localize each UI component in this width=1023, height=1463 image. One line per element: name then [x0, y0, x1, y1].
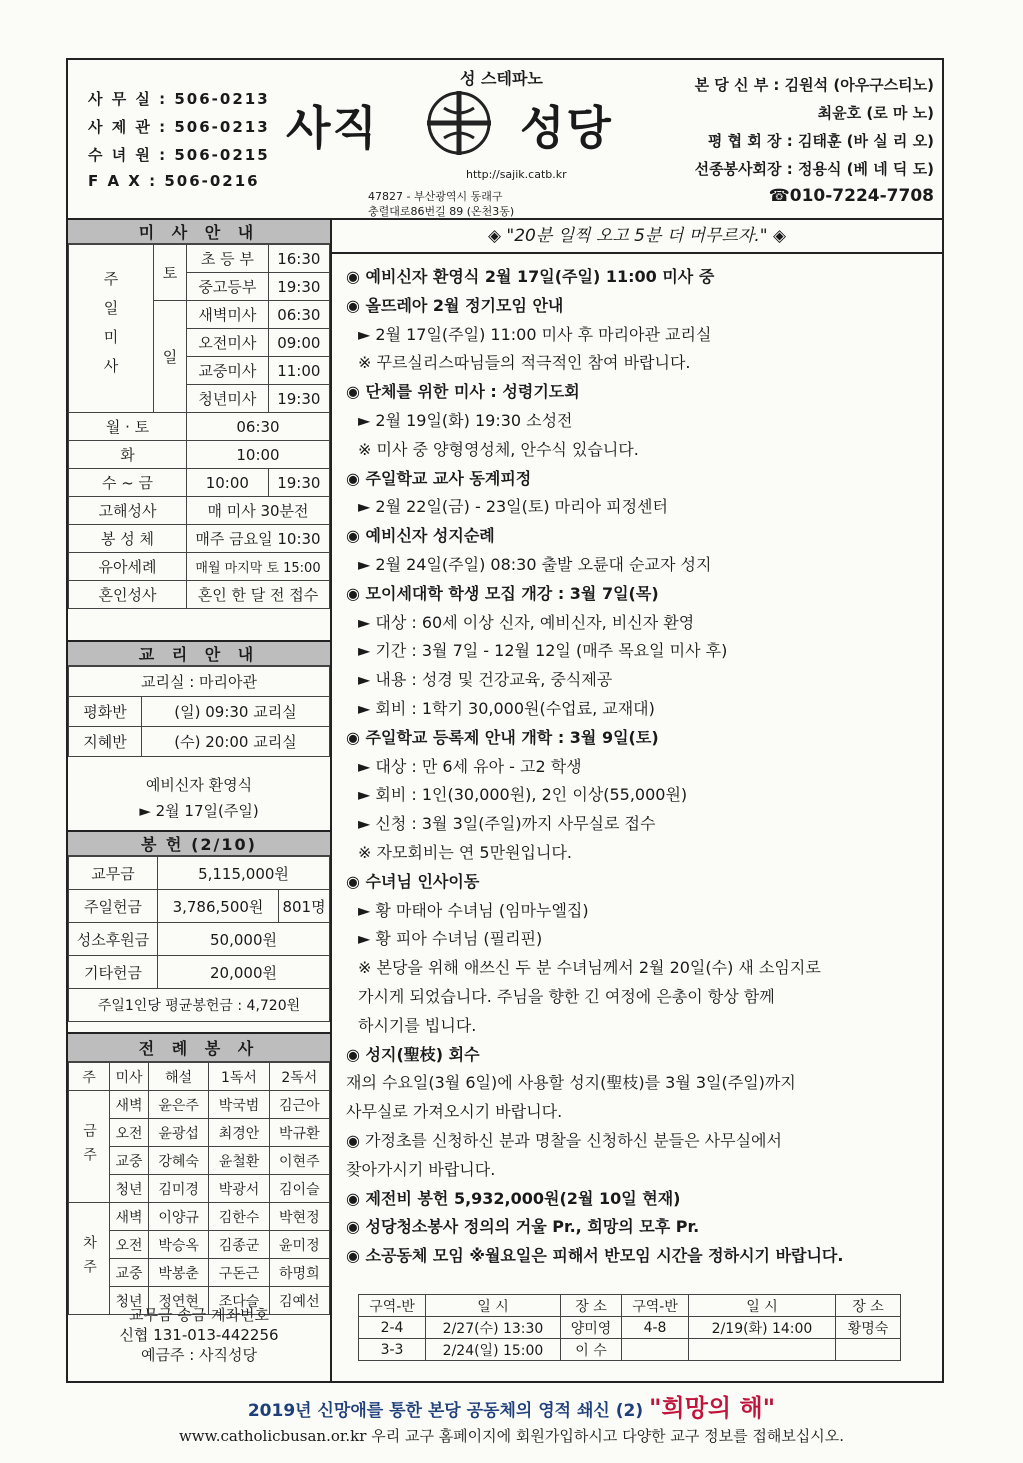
class-name: 지혜반: [69, 727, 142, 757]
liturgy-cell: 박현정: [269, 1203, 329, 1231]
parish-name-left: 사직: [286, 101, 379, 155]
saturday-label: 토: [154, 245, 187, 301]
liturgy-header: 2독서: [269, 1063, 329, 1091]
account-title: 교무금 송금 계좌번호: [129, 1306, 269, 1324]
notice-line: ► 기간 : 3월 7일 - 12월 12일 (매주 목요일 미사 후): [358, 641, 728, 661]
mass-time: 16:30: [268, 245, 329, 273]
notice-line: 가시게 되었습니다. 주님을 향한 긴 여정에 은총이 항상 함께: [358, 987, 775, 1006]
liturgy-cell: 이양규: [149, 1203, 209, 1231]
liturgy-cell: 교중: [110, 1259, 149, 1287]
footer-hope: "희망의 해": [649, 1394, 776, 1422]
staff-council: 평 협 회 장 : 김태훈 (바 실 리 오): [707, 132, 934, 150]
liturgy-cell: 구돈근: [209, 1259, 269, 1287]
group-header: 장 소: [836, 1295, 901, 1317]
liturgy-cell: 청년: [110, 1287, 149, 1315]
liturgy-cell: 윤미정: [269, 1231, 329, 1259]
footer-motto-text: 2019년 신망애를 통한 본당 공동체의 영적 쇄신 (2): [247, 1401, 644, 1421]
notice-line: ► 황 마태아 수녀님 (임마누엘집): [358, 900, 589, 920]
contact-fax: F A X : 506-0216: [88, 172, 260, 190]
contact-rectory: 사 제 관 : 506-0213: [88, 118, 270, 136]
notice-line: 하시기를 빕니다.: [358, 1015, 477, 1035]
liturgy-cell: 박광서: [209, 1175, 269, 1203]
notice-heading: ◉ 성당청소봉사 정의의 거울 Pr., 희망의 모후 Pr.: [346, 1217, 700, 1237]
group-header: 구역-반: [622, 1295, 689, 1317]
sunday-label: 일: [154, 301, 187, 413]
notice-line: ► 신청 : 3월 3일(주일)까지 사무실로 접수: [358, 814, 656, 834]
mass-name: 오전미사: [187, 329, 269, 357]
offering-average: 주일1인당 평균봉헌금 : 4,720원: [69, 989, 330, 1022]
weekday-time: 06:30: [187, 413, 330, 441]
group-cell: 4-8: [622, 1317, 689, 1339]
notice-line: ► 2월 19일(화) 19:30 소성전: [358, 411, 573, 430]
mass-title: 미 사 안 내: [68, 218, 330, 244]
liturgy-cell: 하명희: [269, 1259, 329, 1287]
liturgy-cell: 정연현: [149, 1287, 209, 1315]
notice-heading: ◉ 제전비 봉헌 5,932,000원(2월 10일 현재): [346, 1188, 681, 1208]
doctrine-title: 교 리 안 내: [68, 640, 330, 666]
liturgy-cell: 박국범: [209, 1091, 269, 1119]
liturgy-cell: 강혜숙: [149, 1147, 209, 1175]
notice-line: ※ 미사 중 양형영성체, 안수식 있습니다.: [358, 439, 639, 459]
liturgy-cell: 김종군: [209, 1231, 269, 1259]
mass-time: 19:30: [268, 385, 329, 413]
liturgy-cell: 윤광섭: [149, 1119, 209, 1147]
notice-line: ► 회비 : 1인(30,000원), 2인 이상(55,000원): [358, 785, 688, 805]
notice-line: 찾아가시기 바랍니다.: [346, 1159, 496, 1179]
cross-logo-icon: [424, 88, 494, 162]
sunday-mass-label: 주일미사: [69, 245, 154, 413]
liturgy-cell: 오전: [110, 1231, 149, 1259]
liturgy-cell: 김예선: [269, 1287, 329, 1315]
liturgy-cell: 김미경: [149, 1175, 209, 1203]
staff-pastor: 본 당 신 부 : 김원석 (아우구스티노): [694, 76, 934, 94]
offering-name: 기타헌금: [69, 956, 158, 989]
notice-heading: ◉ 주일학교 교사 동계피정: [346, 468, 532, 488]
group-cell: 2-4: [359, 1317, 426, 1339]
sacrament-label: 유아세례: [69, 553, 187, 581]
liturgy-header: 1독서: [209, 1063, 269, 1091]
liturgy-cell: 조다슬: [209, 1287, 269, 1315]
weekday-label: 월 · 토: [69, 413, 187, 441]
mass-name: 교중미사: [187, 357, 269, 385]
notice-heading: ◉ 예비신자 환영식 2월 17일(주일) 11:00 미사 중: [346, 267, 715, 286]
offering-value: 20,000원: [158, 956, 330, 989]
liturgy-header: 해설: [149, 1063, 209, 1091]
group-cell: 2/19(화) 14:00: [689, 1317, 836, 1339]
sacrament-value: 혼인 한 달 전 접수: [187, 581, 330, 609]
offering-name: 교무금: [69, 857, 158, 890]
notice-heading: ◉ 단체를 위한 미사 : 성령기도회: [346, 382, 580, 402]
notice-line: ► 대상 : 만 6세 유아 - 고2 학생: [358, 756, 582, 776]
address-line-2: 충렬대로86번길 89 (온천3동): [368, 205, 515, 218]
account-holder: 예금주 : 사직성당: [140, 1346, 258, 1364]
group-cell: 이 수: [561, 1339, 622, 1361]
notice-heading: ◉ 주일학교 등록제 안내 개학 : 3월 9일(토): [346, 727, 659, 747]
staff-assistant: 최윤호 (로 마 노): [817, 104, 934, 122]
motto-banner: ◈ "20분 일찍 오고 5분 더 머무르자." ◈: [332, 220, 942, 254]
liturgy-cell: 교중: [110, 1147, 149, 1175]
notice-heading: ◉ 수녀님 인사이동: [346, 871, 480, 891]
liturgy-cell: 청년: [110, 1175, 149, 1203]
parish-patron: 성 스테파노: [460, 69, 543, 88]
notice-line: ► 황 피아 수녀님 (필리핀): [358, 929, 543, 949]
mass-table: [68, 244, 330, 609]
group-header: 구역-반: [359, 1295, 426, 1317]
liturgy-cell: 윤철환: [209, 1147, 269, 1175]
liturgy-cell: 오전: [110, 1119, 149, 1147]
group-cell: 황명숙: [836, 1317, 901, 1339]
weekday-label: 수 ~ 금: [69, 469, 187, 497]
group-cell: 3-3: [359, 1339, 426, 1361]
contact-office: 사 무 실 : 506-0213: [88, 90, 270, 108]
account-number: 신협 131-013-442256: [119, 1326, 279, 1344]
offering-table: [68, 856, 330, 1022]
liturgy-table: [68, 1062, 330, 1315]
next-week-label: 차주: [69, 1203, 110, 1315]
group-cell: 2/24(일) 15:00: [426, 1339, 561, 1361]
notice-line: ► 내용 : 성경 및 건강교육, 중식제공: [358, 670, 613, 690]
weekday-label: 화: [69, 441, 187, 469]
sacrament-value: 매주 금요일 10:30: [187, 525, 330, 553]
attendance-count: 801명: [279, 890, 330, 923]
class-time: (수) 20:00 교리실: [142, 727, 330, 757]
mass-time: 19:30: [268, 273, 329, 301]
liturgy-header: 미사: [110, 1063, 149, 1091]
offering-name: 주일헌금: [69, 890, 158, 923]
sacrament-label: 혼인성사: [69, 581, 187, 609]
liturgy-cell: 김이슬: [269, 1175, 329, 1203]
mass-name: 청년미사: [187, 385, 269, 413]
liturgy-header: 주: [69, 1063, 110, 1091]
notice-line: ► 2월 17일(주일) 11:00 미사 후 마리아관 교리실: [358, 324, 712, 344]
mass-time: 11:00: [268, 357, 329, 385]
liturgy-cell: 새벽: [110, 1091, 149, 1119]
mass-name: 초 등 부: [187, 245, 269, 273]
offering-title: 봉 헌 (2/10): [68, 830, 330, 856]
liturgy-cell: 최경안: [209, 1119, 269, 1147]
offering-value: 50,000원: [158, 923, 330, 956]
notice-line: 사무실로 가져오시기 바랍니다.: [346, 1102, 563, 1122]
sacrament-value: 매월 마지막 토 15:00: [187, 553, 330, 581]
class-time: (일) 09:30 교리실: [142, 697, 330, 727]
notice-line: ► 2월 22일(금) - 23일(토) 마리아 피정센터: [358, 497, 668, 517]
liturgy-cell: 박규환: [269, 1119, 329, 1147]
notice-heading: ◉ 소공동체 모임 ※월요일은 피해서 반모임 시간을 정하시기 바랍니다.: [346, 1246, 844, 1266]
parish-url[interactable]: http://sajik.catb.kr: [466, 168, 567, 181]
notice-line: ► 2월 24일(주일) 08:30 출발 오륜대 순교자 성지: [358, 555, 712, 574]
offering-value: 3,786,500원: [158, 890, 279, 923]
group-header: 장 소: [561, 1295, 622, 1317]
notice-line: ※ 꾸르실리스따님들의 적극적인 참여 바랍니다.: [358, 353, 691, 373]
footer-web[interactable]: www.catholicbusan.or.kr 우리 교구 홈페이지에 회원가입하시고 다양한 교구 정보를 접해보십시오.: [178, 1427, 845, 1445]
notice-heading: ◉ 모이세대학 학생 모집 개강 : 3월 7일(목): [346, 583, 659, 603]
group-cell: 2/27(수) 13:30: [426, 1317, 561, 1339]
small-community-table: [358, 1294, 901, 1361]
staff-phone: ☎010-7224-7708: [768, 186, 934, 206]
liturgy-cell: 김근아: [269, 1091, 329, 1119]
liturgy-cell: 윤은주: [149, 1091, 209, 1119]
weekday-time: 10:00: [187, 441, 330, 469]
doctrine-table: [68, 666, 330, 757]
address-line-1: 47827 - 부산광역시 동래구: [368, 190, 503, 203]
sacrament-label: 봉 성 체: [69, 525, 187, 553]
offering-name: 성소후원금: [69, 923, 158, 956]
notice-list: [336, 264, 940, 1294]
notice-line: ◉ 가정초를 신청하신 분과 명찰을 신청하신 분들은 사무실에서: [346, 1131, 782, 1150]
weekday-time: 10:00: [187, 469, 269, 497]
notice-line: ※ 자모회비는 연 5만원입니다.: [358, 843, 572, 862]
doctrine-note-2: ► 2월 17일(주일): [139, 802, 259, 820]
notice-line: ► 대상 : 60세 이상 신자, 예비신자, 비신자 환영: [358, 612, 695, 632]
liturgy-cell: 김한수: [209, 1203, 269, 1231]
notice-heading: ◉ 예비신자 성지순례: [346, 526, 495, 546]
notice-heading: ◉ 성지(聖枝) 회수: [346, 1044, 480, 1064]
footer-motto: [0, 1388, 1023, 1423]
liturgy-cell: 박승옥: [149, 1231, 209, 1259]
notice-line: ※ 본당을 위해 애쓰신 두 분 수녀님께서 2월 20일(수) 새 소임지로: [358, 958, 821, 978]
mass-name: 새벽미사: [187, 301, 269, 329]
mass-time: 06:30: [268, 301, 329, 329]
notice-heading: ◉ 올뜨레아 2월 정기모임 안내: [346, 295, 564, 315]
group-cell: [689, 1339, 836, 1361]
notice-line: ► 회비 : 1학기 30,000원(수업료, 교재대): [358, 699, 655, 718]
group-header: 일 시: [426, 1295, 561, 1317]
staff-funeral: 선종봉사회장 : 정용식 (베 네 딕 도): [694, 160, 934, 178]
sacrament-value: 매 미사 30분전: [187, 497, 330, 525]
bulletin-frame: [66, 58, 944, 1383]
doctrine-room: 교리실 : 마리아관: [69, 667, 330, 697]
offering-value: 5,115,000원: [158, 857, 330, 890]
liturgy-cell: 이현주: [269, 1147, 329, 1175]
weekday-time: 19:30: [268, 469, 329, 497]
notice-line: 재의 수요일(3월 6일)에 사용할 성지(聖枝)를 3월 3일(주일)까지: [346, 1073, 796, 1093]
class-name: 평화반: [69, 697, 142, 727]
parish-name-right: 성당: [520, 101, 613, 155]
contact-convent: 수 녀 원 : 506-0215: [88, 146, 270, 164]
mass-time: 09:00: [268, 329, 329, 357]
liturgy-cell: 박봉춘: [149, 1259, 209, 1287]
group-cell: [622, 1339, 689, 1361]
group-header: 일 시: [689, 1295, 836, 1317]
group-cell: 양미영: [561, 1317, 622, 1339]
mass-name: 중고등부: [187, 273, 269, 301]
liturgy-title: 전 례 봉 사: [68, 1032, 330, 1062]
sacrament-label: 고해성사: [69, 497, 187, 525]
this-week-label: 금주: [69, 1091, 110, 1203]
group-cell: [836, 1339, 901, 1361]
liturgy-cell: 새벽: [110, 1203, 149, 1231]
doctrine-note-1: 예비신자 환영식: [145, 776, 253, 794]
